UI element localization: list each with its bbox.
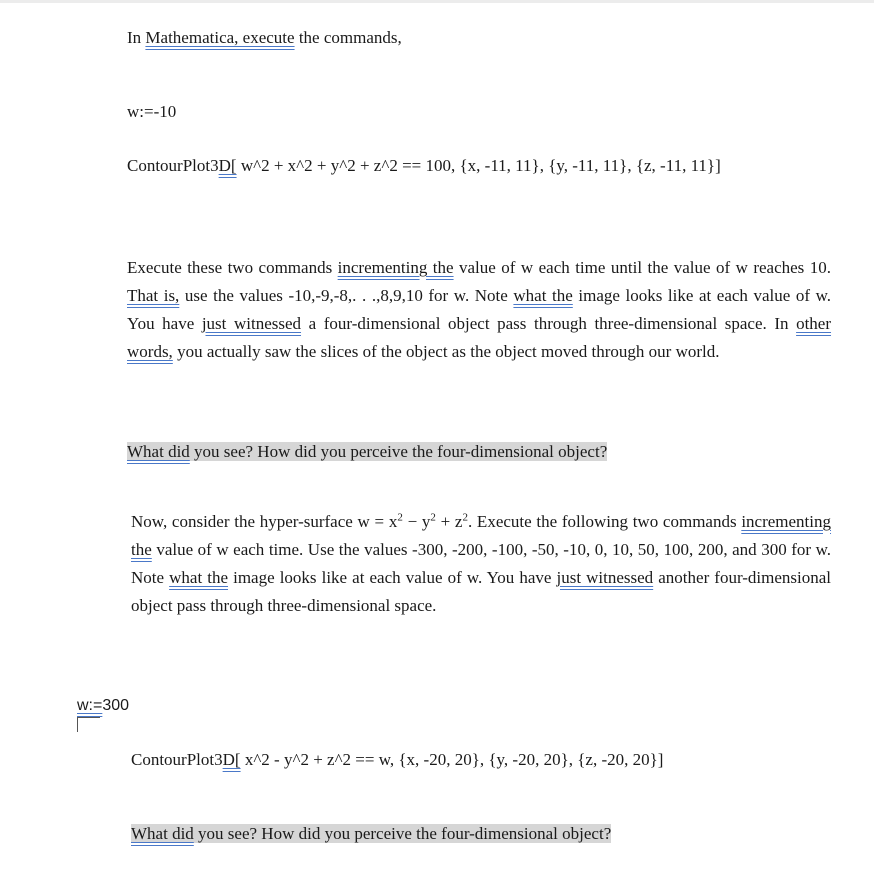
grammar-flag[interactable]: w:=: [77, 697, 103, 714]
grammar-flag[interactable]: incrementing the: [337, 258, 454, 277]
page-top-border: [0, 0, 874, 3]
grammar-flag[interactable]: What did: [131, 824, 194, 843]
surface-equation: $w = x^2 - y^2 + z^2$: [357, 511, 468, 531]
grammar-flag[interactable]: D[: [222, 750, 241, 769]
grammar-flag[interactable]: just witnessed: [556, 568, 654, 587]
hypersurface-paragraph[interactable]: Now, consider the hyper-surface $w = x^2 - y^2 + z^2$. Execute the following two commands incrementing the value of w each time. Use the values -300, -200, -100, -50, -10, 0, 10, 50, 100, 200, and 300 for w. Note what the image looks like at each value of w. You have just witnessed another four-dimensional object pass through three-dimensional space.: [131, 511, 832, 615]
command-w-300[interactable]: w:=300: [77, 697, 130, 714]
grammar-flag[interactable]: what the: [169, 568, 229, 587]
grammar-flag[interactable]: other words,: [127, 314, 832, 361]
grammar-flag[interactable]: D[: [218, 156, 237, 175]
question-2[interactable]: What did you see? How did you perceive the four-dimensional object?: [131, 824, 612, 843]
command-contourplot-1[interactable]: ContourPlot3D[ w^2 + x^2 + y^2 + z^2 == 100, {x, -11, 11}, {y, -11, 11}, {z, -11, 11}]: [127, 156, 721, 175]
intro-line[interactable]: In Mathematica, execute the commands,: [127, 28, 402, 47]
command-w-init[interactable]: w:=-10: [127, 102, 177, 121]
grammar-flag[interactable]: That is,: [127, 286, 180, 305]
grammar-flag[interactable]: What did: [127, 442, 190, 461]
grammar-flag[interactable]: just witnessed: [201, 314, 302, 333]
question-1[interactable]: What did you see? How did you perceive the four-dimensional object?: [127, 442, 608, 461]
command-contourplot-2[interactable]: ContourPlot3D[ x^2 - y^2 + z^2 == w, {x, -20, 20}, {y, -20, 20}, {z, -20, 20}]: [131, 750, 664, 769]
grammar-flag[interactable]: incrementing the: [131, 512, 832, 559]
grammar-flag[interactable]: Mathematica, execute: [145, 28, 295, 47]
grammar-flag[interactable]: what the: [513, 286, 573, 305]
text-cursor-marker: [77, 717, 100, 732]
instructions-paragraph[interactable]: Execute these two commands incrementing the value of w each time until the value of w reaches 10. That is, use the values -10,-9,-8,. . .,8,9,10 for w. Note what the image looks like at each value of w. You have just witnessed a four-dimensional object pass through three-dimensional space. In other words, you actually saw the slices of the object as the object moved through our world.: [127, 258, 832, 361]
